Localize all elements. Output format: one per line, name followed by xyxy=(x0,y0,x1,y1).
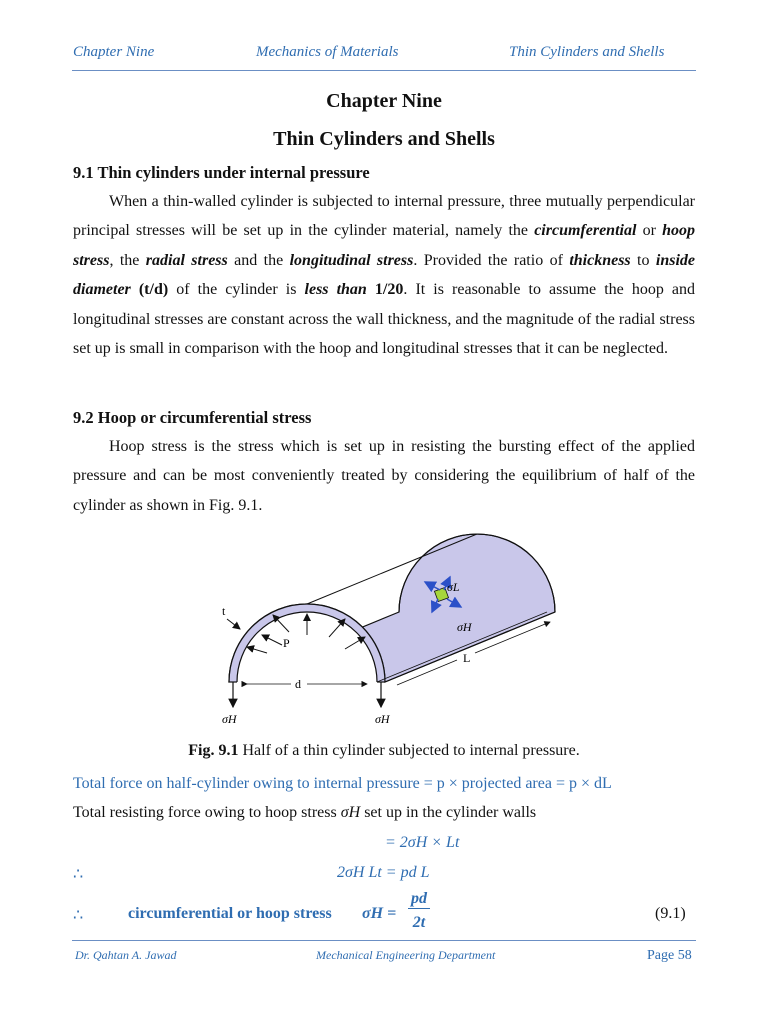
section-9-2-paragraph: Hoop stress is the stress which is set up in resisting the bursting effect of the applied pressure and can be most conveniently treated by considering the equilibrium of half of the cylinder as shown in Fig. 9.1. xyxy=(73,438,695,514)
equation-resisting-value: = 2σH × Lt xyxy=(385,834,460,851)
figure-caption: Fig. 9.1 Half of a thin cylinder subjected to internal pressure. xyxy=(188,742,580,759)
label-L: L xyxy=(463,651,471,665)
chapter-subtitle: Thin Cylinders and Shells xyxy=(273,128,495,150)
label-sigma-H-right: σH xyxy=(375,712,390,726)
section-heading-9-1: 9.1 Thin cylinders under internal pressure xyxy=(73,163,370,182)
label-sigma-H-element: σH xyxy=(457,620,472,634)
label-sigma-L: σL xyxy=(447,580,460,594)
label-sigma-H-left: σH xyxy=(222,712,237,726)
equation-hoop-denominator: 2t xyxy=(412,914,426,931)
equation-number: (9.1) xyxy=(655,905,686,922)
equation-equilibrium: 2σH Lt = pd L xyxy=(337,864,430,881)
header-rule xyxy=(72,70,696,71)
section-9-1-paragraph: When a thin-walled cylinder is subjected to internal pressure, three mutually perpendicular principal stresses will be set up in the cylinder material, namely the circumferential or hoop stress, the radial stress and the longitudinal stress. Provided the ratio of thickness to inside diameter (t/d) of the cylinder is less than 1/20. It is reasonable to assume the hoop and longitudinal stresses are constant across the wall thickness, and the magnitude of the radial stress set up is small in comparison with the hoop and longitudinal stresses that it can be neglected. xyxy=(73,193,696,358)
footer-rule xyxy=(72,940,696,941)
header-chapter: Chapter Nine xyxy=(73,44,155,60)
footer-department: Mechanical Engineering Department xyxy=(316,948,496,962)
therefore-symbol-1: ∴ xyxy=(73,866,84,883)
equation-resisting-force: Total resisting force owing to hoop stress σH set up in the cylinder walls xyxy=(73,804,537,821)
header-topic: Thin Cylinders and Shells xyxy=(509,44,665,60)
section-heading-9-2: 9.2 Hoop or circumferential stress xyxy=(73,408,312,427)
label-t: t xyxy=(222,604,226,618)
header-subject: Mechanics of Materials xyxy=(256,44,399,60)
equation-total-force: Total force on half-cylinder owing to internal pressure = p × projected area = p × dL xyxy=(73,775,612,792)
equation-hoop-numerator: pd xyxy=(408,890,430,909)
footer-page-number: Page 58 xyxy=(647,948,692,963)
equation-hoop-label: circumferential or hoop stress xyxy=(128,905,332,922)
label-P: P xyxy=(283,636,290,650)
equation-hoop-symbol: σH = xyxy=(362,905,397,922)
footer-author: Dr. Qahtan A. Jawad xyxy=(75,948,177,962)
therefore-symbol-2: ∴ xyxy=(73,907,84,924)
half-cylinder-figure xyxy=(207,527,567,727)
label-d: d xyxy=(295,677,301,691)
chapter-title: Chapter Nine xyxy=(326,90,442,112)
